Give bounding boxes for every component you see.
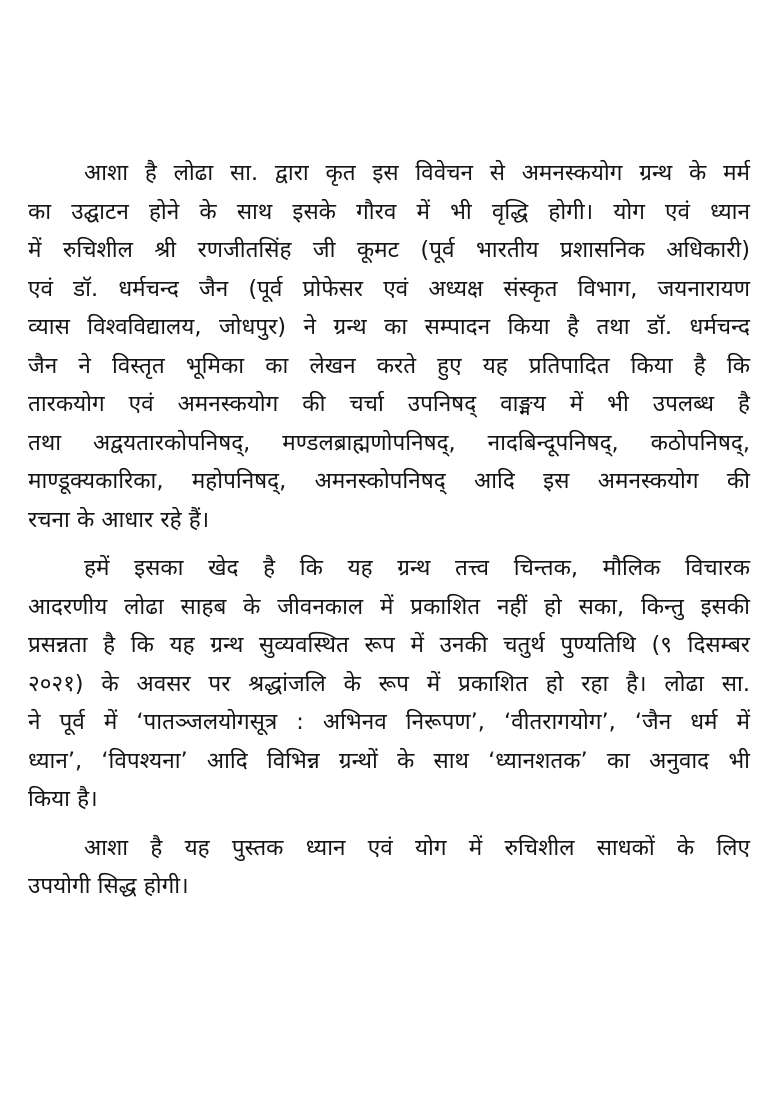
text-line: व्यास विश्वविद्यालय, जोधपुर) ने ग्रन्थ का सम्पादन किया है तथा डॉ. धर्मचन्द [28,314,750,340]
text-line: ध्यान’, ‘विपश्यना’ आदि विभिन्न ग्रन्थों के साथ ‘ध्यानशतक’ का अनुवाद भी [28,747,750,774]
body-text [28,154,750,906]
text-line: ने पूर्व में ‘पातञ्जलयोगसूत्र : अभिनव निरूपण’, ‘वीतरागयोग’, ‘जैन धर्म में [28,709,750,735]
paragraph-spacer [28,819,750,829]
text-line: आशा है यह पुस्तक ध्यान एवं योग में रुचिशील साधकों के लिए [84,834,750,861]
text-line: माण्डूक्यकारिका, महोपनिषद्, अमनस्कोपनिषद् आदि इस अमनस्कयोग की [28,468,750,494]
paragraph-spacer [28,539,750,549]
text-line: तथा अद्वयतारकोपनिषद्, मण्डलब्राह्मणोपनिषद्, नादबिन्दूपनिषद्, कठोपनिषद्, [28,429,750,456]
text-line: रचना के आधार रहे हैं। [28,506,210,533]
text-line: हमें इसका खेद है कि यह ग्रन्थ तत्त्व चिन्तक, मौलिक विचारक [84,555,750,581]
text-line: में रुचिशील श्री रणजीतसिंह जी कूमट (पूर्व भारतीय प्रशासनिक अधिकारी) [28,237,750,263]
text-line: किया है। [28,786,98,812]
text-line: का उद्घाटन होने के साथ इसके गौरव में भी वृद्धि होगी। योग एवं ध्यान [28,198,750,225]
text-line: उपयोगी सिद्ध होगी। [28,873,189,899]
text-line: २०२१) के अवसर पर श्रद्धांजलि के रूप में प्रकाशित हो रहा है। लोढा सा. [28,670,750,697]
text-line: तारकयोग एवं अमनस्कयोग की चर्चा उपनिषद् वाङ्मय में भी उपलब्ध है [28,391,750,417]
text-line: प्रसन्नता है कि यह ग्रन्थ सुव्यवस्थित रूप में उनकी चतुर्थ पुण्यतिथि (९ दिसम्बर [28,632,750,658]
text-line: जैन ने विस्तृत भूमिका का लेखन करते हुए यह प्रतिपादित किया है कि [28,352,750,379]
paragraph-1 [28,154,750,539]
paragraph-2 [28,549,750,819]
text-line: आशा है लोढा सा. द्वारा कृत इस विवेचन से अमनस्कयोग ग्रन्थ के मर्म [84,160,750,186]
text-line: एवं डॉ. धर्मचन्द जैन (पूर्व प्रोफेसर एवं अध्यक्ष संस्कृत विभाग, जयनारायण [28,275,750,302]
text-line: आदरणीय लोढा साहब के जीवनकाल में प्रकाशित नहीं हो सका, किन्तु इसकी [28,593,750,620]
paragraph-3 [28,829,750,906]
